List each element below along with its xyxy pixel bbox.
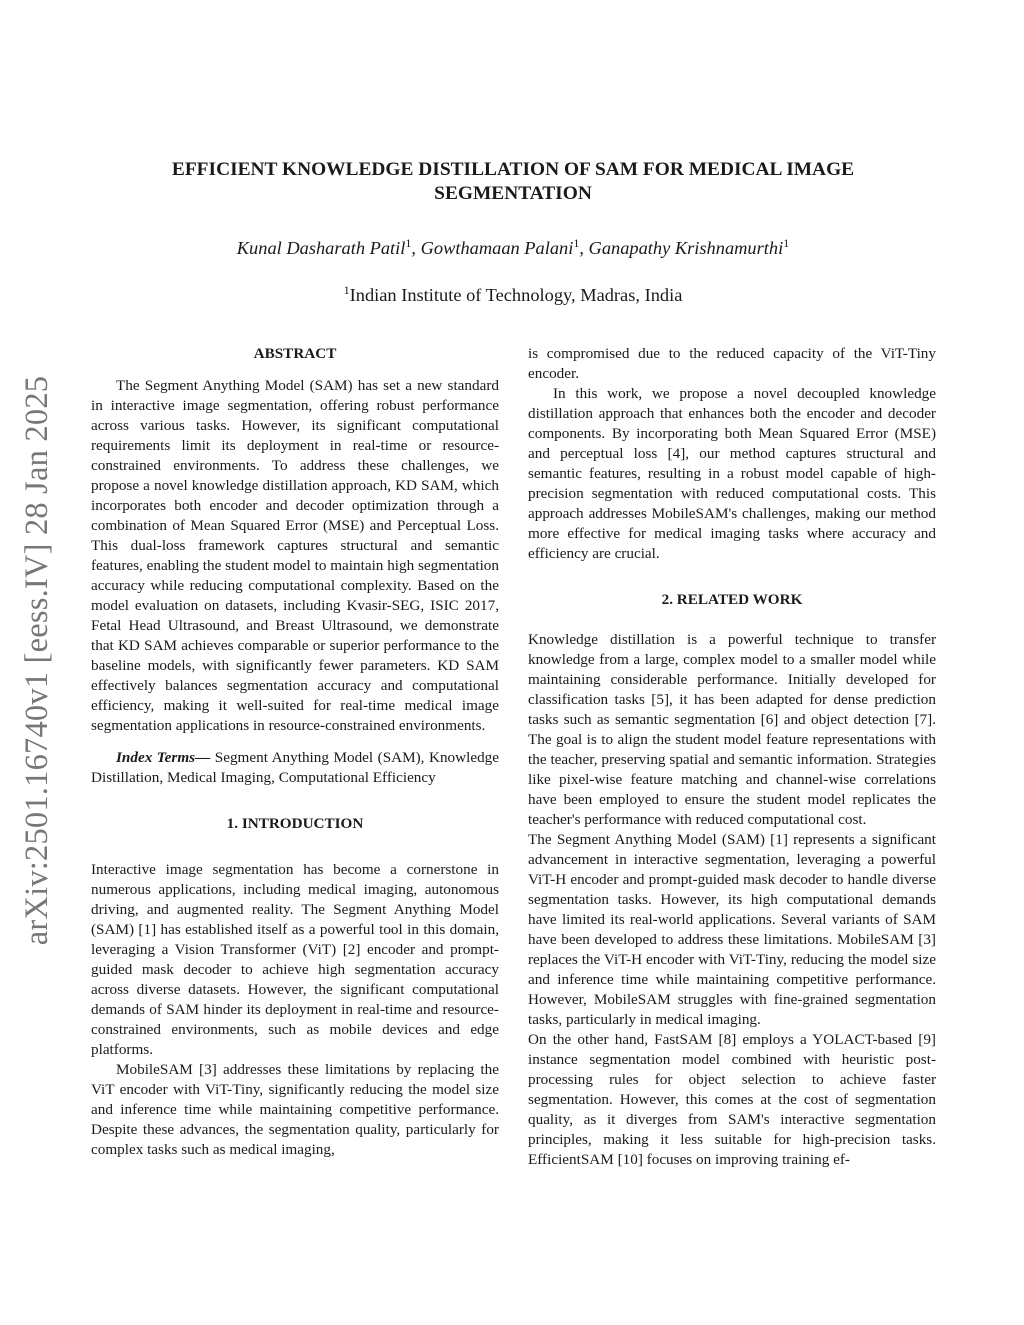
related-work-paragraph: Knowledge distillation is a powerful technique to transfer knowledge from a large, complex model to a smaller model while maintaining considerable performance. Initially developed for classification tasks [5], it has been adapted for dense prediction tasks such as semantic segmentation [6] and object detection [7]. The goal is to align the student model feature representations with the teacher, preserving spatial and semantic information. Strategies like pixel-wise feature matching and channel-wise correlations have been employed to ensure the student model replicates the teacher's performance with reduced computational cost. bbox=[528, 631, 936, 828]
author-separator: , bbox=[411, 238, 421, 259]
author-name: Gowthamaan Palani bbox=[420, 238, 574, 259]
author-affil-mark: 1 bbox=[573, 236, 580, 250]
introduction-heading: 1. INTRODUCTION bbox=[226, 815, 364, 832]
index-terms-text: Segment Anything Model (SAM), Knowledge Distillation, Medical Imaging, Computational Efficiency bbox=[91, 749, 499, 786]
affiliation-text: Indian Institute of Technology, Madras, India bbox=[349, 285, 683, 306]
related-work-paragraph: On the other hand, FastSAM [8] employs a YOLACT-based [9] instance segmentation model combined with heuristic post-processing rules for object selection to achieve faster segmentation. However, this comes at the cost of segmentation quality, as it diverges from SAM's interactive segmentation principles, making it less suitable for high-precision tasks. EfficientSAM [10] focuses on improving training ef- bbox=[528, 1031, 936, 1168]
index-terms bbox=[91, 748, 499, 788]
arxiv-id: arXiv:2501.16740v1 [eess.IV] 28 Jan 2025 bbox=[19, 375, 56, 945]
intro-paragraph: is compromised due to the reduced capacity of the ViT-Tiny encoder. bbox=[528, 345, 936, 382]
index-terms-label: Index Terms— bbox=[116, 749, 211, 766]
author-name: Ganapathy Krishnamurthi bbox=[588, 238, 784, 259]
affiliation-mark: 1 bbox=[343, 283, 350, 297]
author-affil-mark: 1 bbox=[783, 236, 790, 250]
left-column bbox=[91, 344, 499, 1160]
intro-paragraph: MobileSAM [3] addresses these limitations by replacing the ViT encoder with ViT-Tiny, significantly reducing the model size and inference time while maintaining competitive performance. Despite these advances, the segmentation quality, particularly for complex tasks such as medical imaging, bbox=[91, 1061, 499, 1158]
related-work-paragraph: The Segment Anything Model (SAM) [1] represents a significant advancement in interactive segmentation, leveraging a powerful ViT-H encoder and prompt-guided mask decoder to handle diverse segmentation tasks. However, its high computational demands have limited its real-world applications. Several variants of SAM have been developed to address these limitations. MobileSAM [3] replaces the ViT-H encoder with ViT-Tiny, reducing the model size and inference time while maintaining competitive performance. However, MobileSAM struggles with fine-grained segmentation tasks, particularly in medical imaging. bbox=[528, 831, 936, 1028]
author-name: Kunal Dasharath Patil bbox=[236, 238, 406, 259]
abstract-text: The Segment Anything Model (SAM) has set a new standard in interactive image segmentation, offering robust performance across various tasks. However, its significant computational requirements limit its deployment in real-time or resource-constrained environments. To address these challenges, we propose a novel knowledge distillation approach, KD SAM, which incorporates both encoder and decoder optimization through a combination of Mean Squared Error (MSE) and Perceptual Loss. This dual-loss framework captures structural and semantic features, enabling the student model to maintain high segmentation accuracy while reducing computational complexity. Based on the model evaluation on datasets, including Kvasir-SEG, ISIC 2017, Fetal Head Ultrasound, and Breast Ultrasound, we demonstrate that KD SAM achieves comparable or superior performance to the baseline models, with significantly fewer parameters. KD SAM effectively balances segmentation accuracy and computational efficiency, making it well-suited for real-time medical image segmentation applications in resource-constrained environments. bbox=[91, 377, 499, 734]
affiliation bbox=[120, 278, 906, 307]
author-affil-mark: 1 bbox=[405, 236, 412, 250]
intro-paragraph: In this work, we propose a novel decoupled knowledge distillation approach that enhances both the encoder and decoder components. By incorporating both Mean Squared Error (MSE) and perceptual loss [4], our method captures structural and semantic features, resulting in a robust model capable of high-precision segmentation with reduced computational costs. This approach addresses MobileSAM's challenges, making our method more effective for medical imaging tasks where accuracy and efficiency are crucial. bbox=[528, 385, 936, 562]
paper-title: EFFICIENT KNOWLEDGE DISTILLATION OF SAM FOR MEDICAL IMAGE SEGMENTATION bbox=[171, 159, 855, 204]
author-list bbox=[120, 231, 906, 260]
arxiv-watermark bbox=[16, 360, 60, 960]
right-column bbox=[528, 344, 936, 1170]
related-work-heading: 2. RELATED WORK bbox=[661, 591, 803, 608]
abstract-heading: ABSTRACT bbox=[253, 345, 337, 362]
author-separator: , bbox=[579, 238, 589, 259]
intro-paragraph: Interactive image segmentation has become a cornerstone in numerous applications, including medical imaging, autonomous driving, and augmented reality. The Segment Anything Model (SAM) [1] has established itself as a powerful tool in this domain, leveraging a Vision Transformer (ViT) [2] encoder and prompt-guided mask decoder to achieve high segmentation accuracy across diverse datasets. However, the significant computational demands of SAM hinder its deployment in real-time and resource-constrained environments, such as mobile devices and edge platforms. bbox=[91, 861, 499, 1058]
